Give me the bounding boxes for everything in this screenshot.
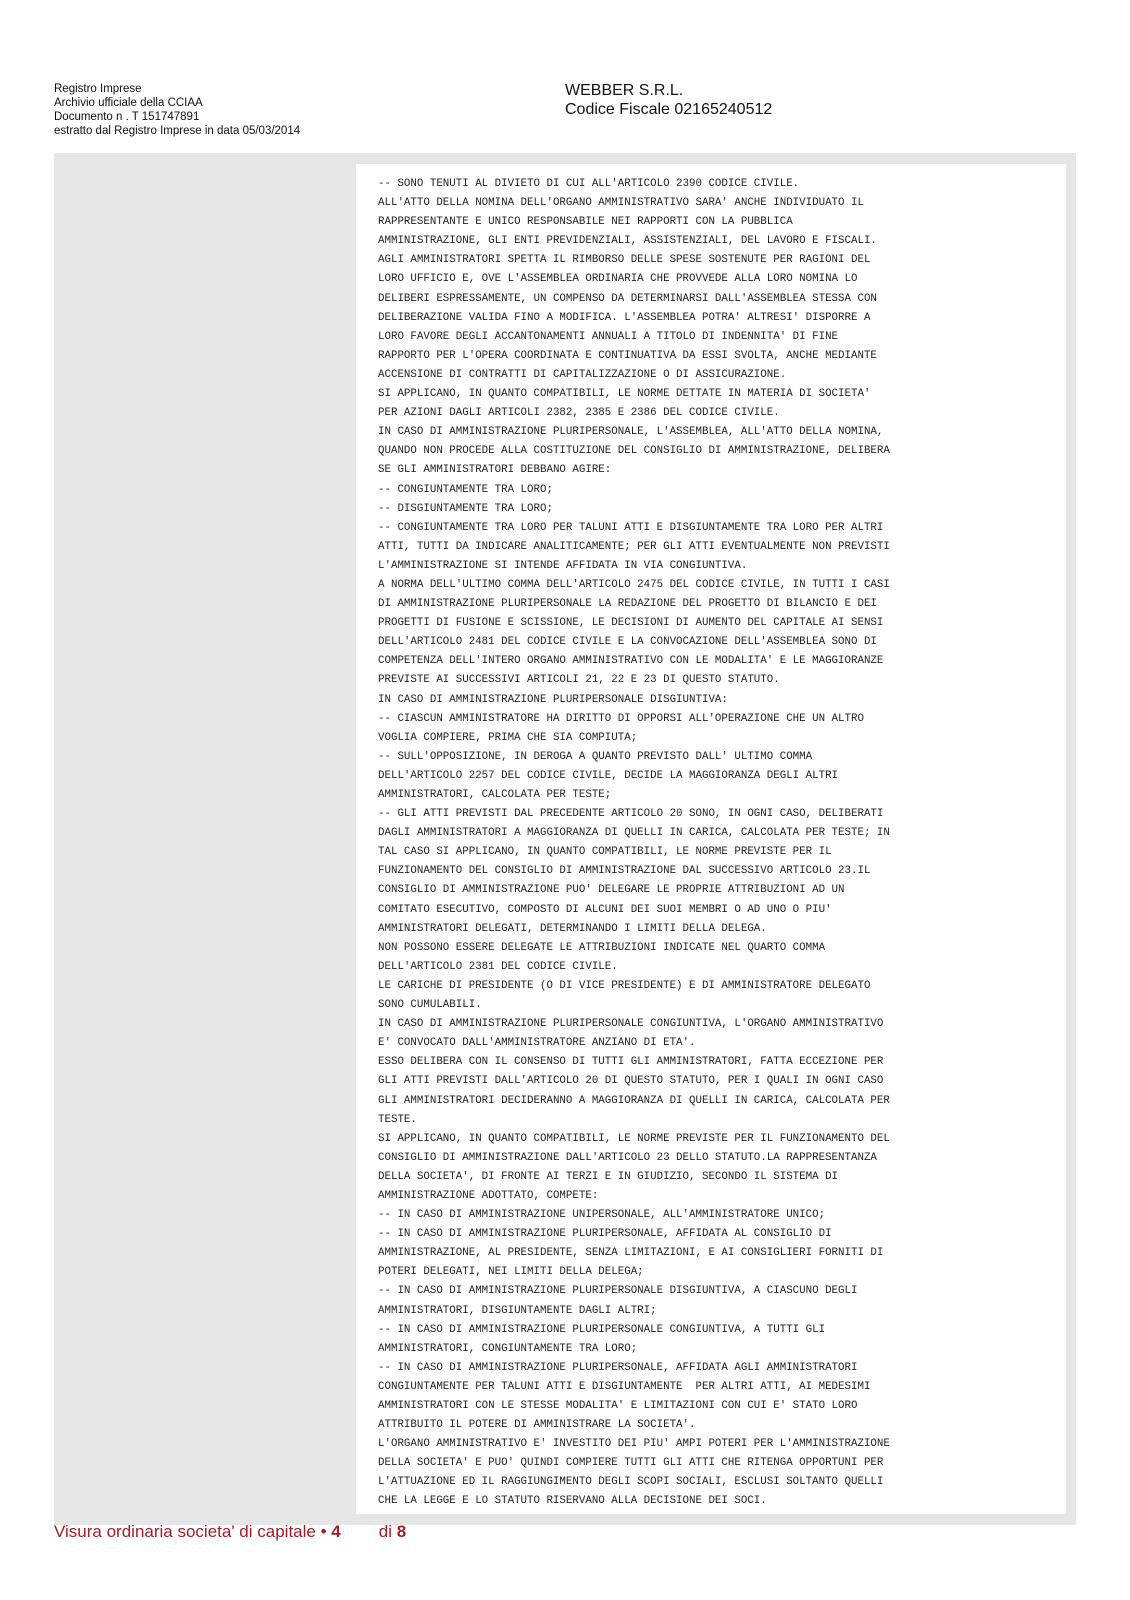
text-line: CONGIUNTAMENTE PER TALUNI ATTI E DISGIUNTAMENTE PER ALTRI ATTI, AI MEDESIMI — [378, 1380, 871, 1393]
registry-line: Archivio ufficiale della CCIAA — [54, 97, 203, 109]
text-line: SI APPLICANO, IN QUANTO COMPATIBILI, LE NORME PREVISTE PER IL FUNZIONAMENTO DEL — [378, 1132, 890, 1145]
text-line: PROGETTI DI FUSIONE E SCISSIONE, LE DECISIONI DI AUMENTO DEL CAPITALE AI SENSI — [378, 617, 884, 630]
text-line: RAPPORTO PER L'OPERA COORDINATA E CONTINUATIVA DA ESSI SVOLTA, ANCHE MEDIANTE — [378, 349, 877, 362]
fiscal-code: Codice Fiscale 02165240512 — [565, 101, 773, 118]
text-line: AMMINISTRATORI, CALCOLATA PER TESTE; — [378, 789, 612, 801]
text-line: IN CASO DI AMMINISTRAZIONE PLURIPERSONALE DISGIUNTIVA: — [378, 693, 728, 706]
text-line: GLI ATTI PREVISTI DALL'ARTICOLO 20 DI QUESTO STATUTO, PER I QUALI IN OGNI CASO — [378, 1075, 884, 1088]
text-line: SONO CUMULABILI. — [378, 999, 482, 1012]
text-line: PREVISTE AI SUCCESSIVI ARTICOLI 21, 22 E 23 DI QUESTO STATUTO. — [378, 674, 780, 687]
company-header — [565, 82, 772, 120]
text-line: RAPPRESENTANTE E UNICO RESPONSABILE NEI RAPPORTI CON LA PUBBLICA — [378, 216, 793, 229]
text-line: -- IN CASO DI AMMINISTRAZIONE PLURIPERSONALE DISGIUNTIVA, A CIASCUNO DEGLI — [378, 1285, 858, 1298]
text-line: SI APPLICANO, IN QUANTO COMPATIBILI, LE NORME DETTATE IN MATERIA DI SOCIETA' — [378, 388, 871, 401]
text-line: DELLA SOCIETA', DI FRONTE AI TERZI E IN GIUDIZIO, SECONDO IL SISTEMA DI — [378, 1170, 839, 1183]
text-line: AMMINISTRAZIONE, AL PRESIDENTE, SENZA LIMITAZIONI, E AI CONSIGLIERI FORNITI DI — [378, 1247, 884, 1260]
text-line: -- IN CASO DI AMMINISTRAZIONE UNIPERSONALE, ALL'AMMINISTRATORE UNICO; — [378, 1209, 826, 1222]
text-line: SE GLI AMMINISTRATORI DEBBANO AGIRE: — [378, 464, 612, 477]
text-line: COMITATO ESECUTIVO, COMPOSTO DI ALCUNI DEI SUOI MEMBRI O AD UNO O PIU' — [378, 903, 832, 916]
text-line: TAL CASO SI APPLICANO, IN QUANTO COMPATIBILI, LE NORME PREVISTE PER IL — [378, 846, 832, 859]
text-line: IN CASO DI AMMINISTRAZIONE PLURIPERSONALE CONGIUNTIVA, L'ORGANO AMMINISTRATIVO — [378, 1018, 884, 1031]
registry-info — [54, 82, 374, 138]
text-line: COMPETENZA DELL'INTERO ORGANO AMMINISTRATIVO CON LE MODALITA' E LE MAGGIORANZE — [378, 655, 884, 668]
text-line: L'ORGANO AMMINISTRATIVO E' INVESTITO DEI PIU' AMPI POTERI PER L'AMMINISTRAZIONE — [378, 1438, 890, 1451]
page-total: 8 — [396, 1522, 407, 1541]
text-line: L'AMMINISTRAZIONE SI INTENDE AFFIDATA IN VIA CONGIUNTIVA. — [378, 559, 748, 572]
text-line: E' CONVOCATO DALL'AMMINISTRATORE ANZIANO DI ETA'. — [378, 1037, 696, 1050]
text-line: A NORMA DELL'ULTIMO COMMA DELL'ARTICOLO 2475 DEL CODICE CIVILE, IN TUTTI I CASI — [378, 578, 890, 591]
of-label: di — [378, 1522, 392, 1541]
text-line: NON POSSONO ESSERE DELEGATE LE ATTRIBUZIONI INDICATE NEL QUARTO COMMA — [378, 941, 826, 954]
registry-line: Documento n . T 151747891 — [54, 111, 200, 123]
text-line: FUNZIONAMENTO DEL CONSIGLIO DI AMMINISTRAZIONE DAL SUCCESSIVO ARTICOLO 23.IL — [378, 865, 871, 878]
text-line: DELIBERI ESPRESSAMENTE, UN COMPENSO DA DETERMINARSI DALL'ASSEMBLEA STESSA CON — [378, 292, 877, 305]
text-line: AMMINISTRAZIONE, GLI ENTI PREVIDENZIALI, ASSISTENZIALI, DEL LAVORO E FISCALI. — [378, 235, 877, 248]
page-number: 4 — [331, 1522, 341, 1541]
text-line: -- IN CASO DI AMMINISTRAZIONE PLURIPERSONALE, AFFIDATA AL CONSIGLIO DI — [378, 1228, 832, 1241]
text-line: QUANDO NON PROCEDE ALLA COSTITUZIONE DEL CONSIGLIO DI AMMINISTRAZIONE, DELIBERA — [378, 445, 890, 458]
text-line: IN CASO DI AMMINISTRAZIONE PLURIPERSONALE, L'ASSEMBLEA, ALL'ATTO DELLA NOMINA, — [378, 426, 884, 439]
text-line: ALL'ATTO DELLA NOMINA DELL'ORGANO AMMINISTRATIVO SARA' ANCHE INDIVIDUATO IL — [378, 197, 864, 210]
text-line: LORO UFFICIO E, OVE L'ASSEMBLEA ORDINARIA CHE PROVVEDE ALLA LORO NOMINA LO — [378, 273, 858, 286]
text-line: ACCENSIONE DI CONTRATTI DI CAPITALIZZAZIONE O DI ASSICURAZIONE. — [378, 368, 787, 381]
text-line: AMMINISTRAZIONE ADOTTATO, COMPETE: — [378, 1189, 599, 1202]
text-line: AGLI AMMINISTRATORI SPETTA IL RIMBORSO DELLE SPESE SOSTENUTE PER RAGIONI DEL — [378, 254, 871, 267]
text-line: AMMINISTRATORI CON LE STESSE MODALITA' E LIMITAZIONI CON CUI E' STATO LORO — [378, 1400, 858, 1412]
text-line: AMMINISTRATORI, DISGIUNTAMENTE DAGLI ALTRI; — [378, 1304, 657, 1317]
text-line: CONSIGLIO DI AMMINISTRAZIONE PUO' DELEGARE LE PROPRIE ATTRIBUZIONI AD UN — [378, 884, 845, 897]
text-line: DAGLI AMMINISTRATORI A MAGGIORANZA DI QUELLI IN CARICA, CALCOLATA PER TESTE; IN — [378, 827, 890, 840]
text-line: -- IN CASO DI AMMINISTRAZIONE PLURIPERSONALE, AFFIDATA AGLI AMMINISTRATORI — [378, 1361, 858, 1374]
text-line: PER AZIONI DAGLI ARTICOLI 2382, 2385 E 2386 DEL CODICE CIVILE. — [378, 407, 780, 420]
text-line: POTERI DELEGATI, NEI LIMITI DELLA DELEGA; — [378, 1266, 644, 1279]
text-line: ATTRIBUITO IL POTERE DI AMMINISTRARE LA SOCIETA'. — [378, 1419, 696, 1432]
text-line: AMMINISTRATORI, CONGIUNTAMENTE TRA LORO; — [378, 1342, 638, 1355]
text-line: DELL'ARTICOLO 2257 DEL CODICE CIVILE, DECIDE LA MAGGIORANZA DEGLI ALTRI — [378, 769, 839, 782]
text-line: L'ATTUAZIONE ED IL RAGGIUNGIMENTO DEGLI SCOPI SOCIALI, ESCLUSI SOLTANTO QUELLI — [378, 1476, 884, 1489]
text-line: DELL'ARTICOLO 2381 DEL CODICE CIVILE. — [378, 960, 618, 973]
text-line: LORO FAVORE DEGLI ACCANTONAMENTI ANNUALI A TITOLO DI INDENNITA' DI FINE — [378, 330, 839, 343]
text-line: ATTI, TUTTI DA INDICARE ANALITICAMENTE; PER GLI ATTI EVENTUALMENTE NON PREVISTI — [378, 540, 890, 553]
text-line: -- SONO TENUTI AL DIVIETO DI CUI ALL'ARTICOLO 2390 CODICE CIVILE. — [378, 178, 800, 190]
text-line: -- DISGIUNTAMENTE TRA LORO; — [378, 502, 553, 515]
text-line: DELLA SOCIETA' E PUO' QUINDI COMPIERE TUTTI GLI ATTI CHE RITENGA OPPORTUNI PER — [378, 1457, 884, 1470]
text-line: GLI AMMINISTRATORI DECIDERANNO A MAGGIORANZA DI QUELLI IN CARICA, CALCOLATA PER — [378, 1094, 890, 1107]
text-line: VOGLIA COMPIERE, PRIMA CHE SIA COMPIUTA; — [378, 731, 638, 744]
page-footer — [54, 1522, 406, 1542]
registry-line: estratto dal Registro Imprese in data 05/03/2014 — [54, 125, 301, 137]
text-line: LE CARICHE DI PRESIDENTE (O DI VICE PRESIDENTE) E DI AMMINISTRATORE DELEGATO — [378, 979, 871, 992]
company-name: WEBBER S.R.L. — [565, 82, 684, 99]
text-line: -- CONGIUNTAMENTE TRA LORO; — [378, 483, 553, 496]
text-line: DI AMMINISTRAZIONE PLURIPERSONALE LA REDAZIONE DEL PROGETTO DI BILANCIO E DEI — [378, 598, 877, 611]
text-line: AMMINISTRATORI DELEGATI, DETERMINANDO I LIMITI DELLA DELEGA. — [378, 922, 767, 935]
registry-line: Registro Imprese — [54, 83, 142, 95]
text-line: CHE LA LEGGE E LO STATUTO RISERVANO ALLA DECISIONE DEI SOCI. — [378, 1495, 767, 1508]
text-line: DELIBERAZIONE VALIDA FINO A MODIFICA. L'ASSEMBLEA POTRA' ALTRESI' DISPORRE A — [378, 311, 871, 324]
footer-label: Visura ordinaria societa' di capitale • — [54, 1522, 327, 1541]
text-line: ESSO DELIBERA CON IL CONSENSO DI TUTTI GLI AMMINISTRATORI, FATTA ECCEZIONE PER — [378, 1056, 884, 1069]
text-line: CONSIGLIO DI AMMINISTRAZIONE DALL'ARTICOLO 23 DELLO STATUTO.LA RAPPRESENTANZA — [378, 1151, 877, 1164]
text-line: -- CIASCUN AMMINISTRATORE HA DIRITTO DI OPPORSI ALL'OPERAZIONE CHE UN ALTRO — [378, 712, 864, 725]
text-line: -- GLI ATTI PREVISTI DAL PRECEDENTE ARTICOLO 20 SONO, IN OGNI CASO, DELIBERATI — [378, 808, 884, 821]
text-line: -- CONGIUNTAMENTE TRA LORO PER TALUNI ATTI E DISGIUNTAMENTE TRA LORO PER ALTRI — [378, 521, 884, 534]
text-line: TESTE. — [378, 1113, 417, 1126]
text-line: -- SULL'OPPOSIZIONE, IN DEROGA A QUANTO PREVISTO DALL' ULTIMO COMMA — [378, 750, 813, 763]
text-line: DELL'ARTICOLO 2481 DEL CODICE CIVILE E LA CONVOCAZIONE DELL'ASSEMBLEA SONO DI — [378, 636, 877, 649]
text-line: -- IN CASO DI AMMINISTRAZIONE PLURIPERSONALE CONGIUNTIVA, A TUTTI GLI — [378, 1323, 826, 1336]
statute-text — [378, 175, 1058, 1512]
